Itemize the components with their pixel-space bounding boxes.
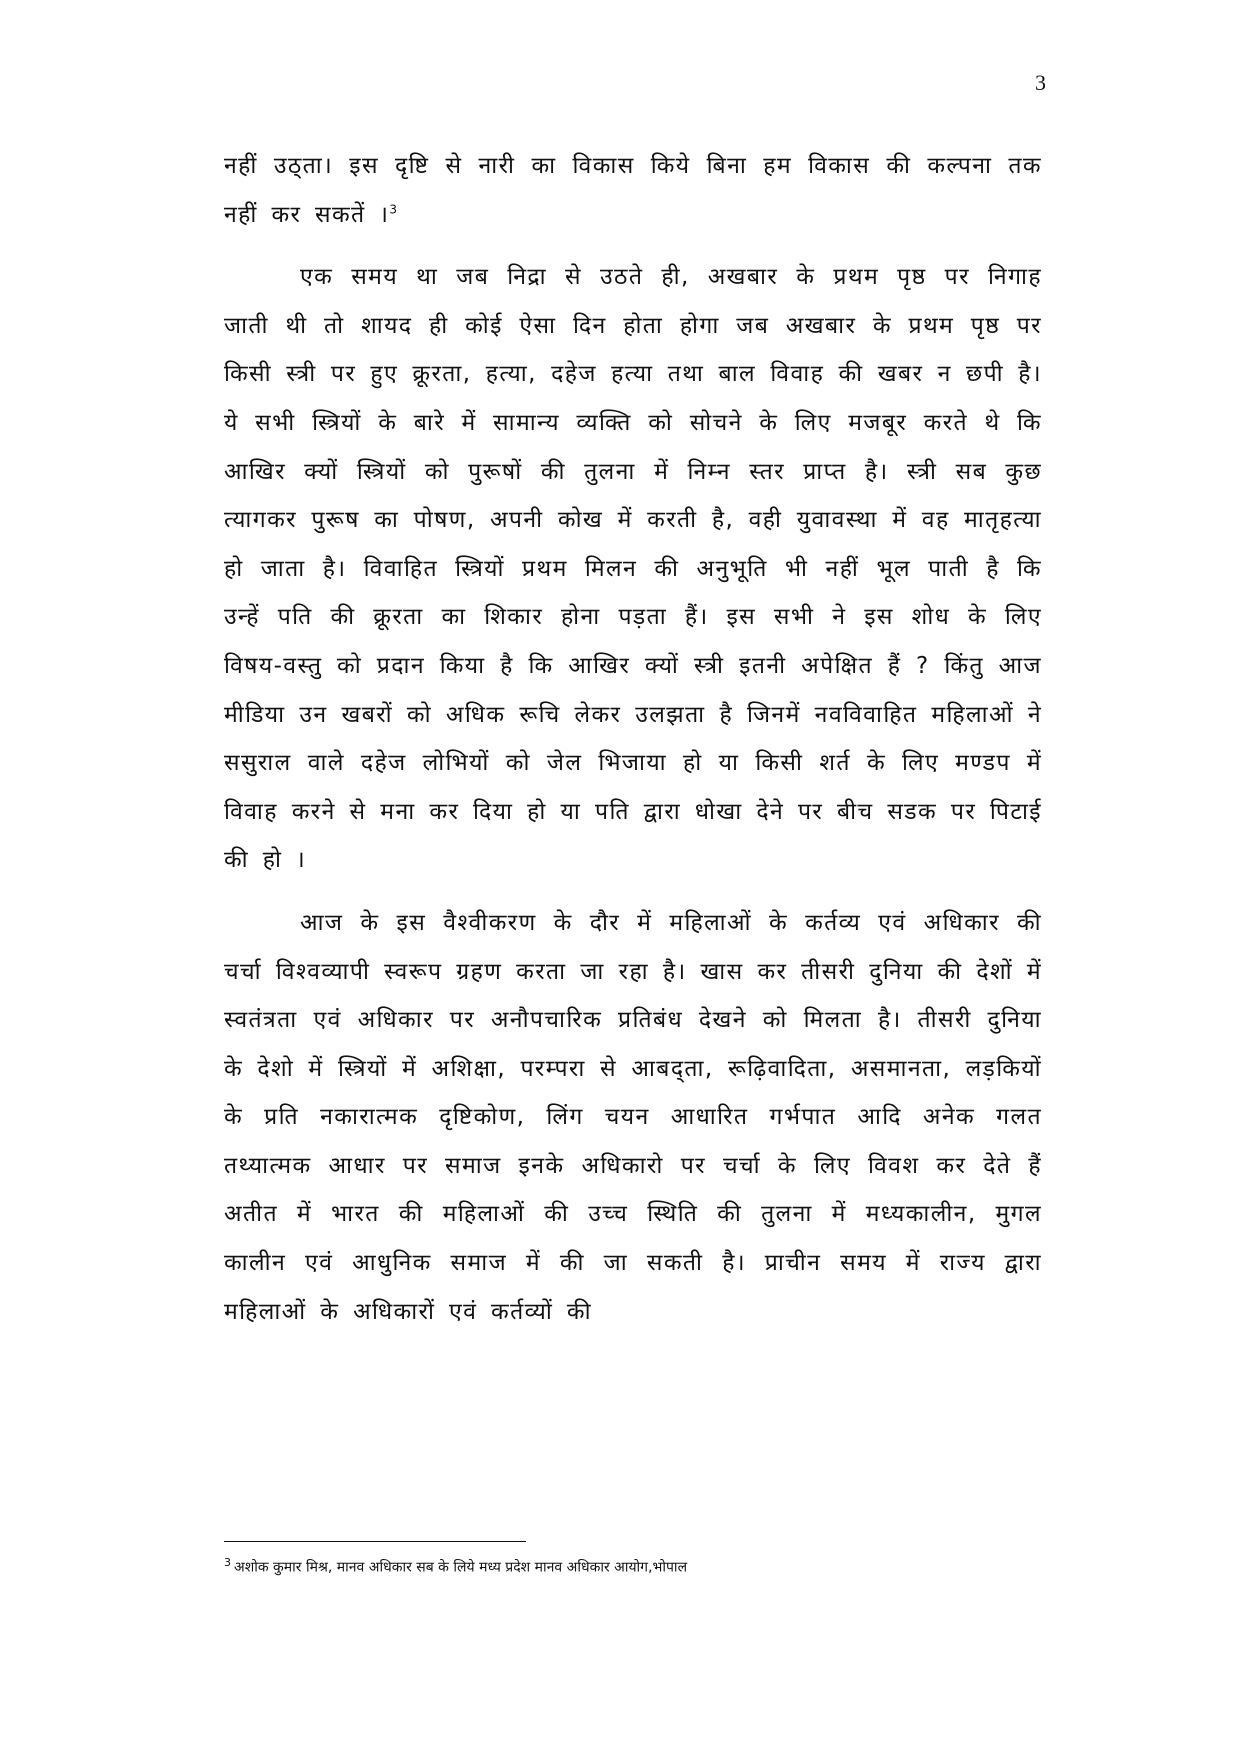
paragraph-1-text: नहीं उठ्ता। इस दृष्टि से नारी का विकास किये बिना हम विकास की कल्पना तक नहीं कर सकतें । [224,153,1042,228]
paragraph-3: आज के इस वैश्वीकरण के दौर में महिलाओं के कर्तव्य एवं अधिकार की चर्चा विश्वव्यापी स्वरूप ग्रहण करता जा रहा है। खास कर तीसरी दुनिया की देशों में स्वतंत्रता एवं अधिकार पर अनौपचारिक प्रतिबंध देखने को मिलता है। तीसरी दुनिया के देशो में स्त्रियों में अशिक्षा, परम्परा से आबद्ता, रूढ़िवादिता, असमानता, लड़कियों के प्रति नकारात्मक दृष्टिकोण, लिंग चयन आधारित गर्भपात आदि अनेक गलत तथ्यात्मक आधार पर समाज इनके अधिकारो पर चर्चा के लिए विवश कर देते हैं अतीत में भारत की महिलाओं की उच्च स्थिति की तुलना में मध्यकालीन, मुगल कालीन एवं आधुनिक समाज में की जा सकती है। प्राचीन समय में राज्य द्वारा महिलाओं के अधिकारों एवं कर्तव्यों की [224,909,1042,1325]
paragraph-2: एक समय था जब निद्रा से उठते ही, अखबार के प्रथम पृष्ठ पर निगाह जाती थी तो शायद ही कोई ऐसा दिन होता होगा जब अखबार के प्रथम पृष्ठ पर किसी स्त्री पर हुए क्रूरता, हत्या, दहेज हत्या तथा बाल विवाह की खबर न छपी है। ये सभी स्त्रियों के बारे में सामान्य व्यक्ति को सोचने के लिए मजबूर करते थे कि आखिर क्यों स्त्रियों को पुरूषों की तुलना में निम्न स्तर प्राप्त है। स्त्री सब कुछ त्यागकर पुरूष का पोषण, अपनी कोख में करती है, वही युवावस्था में वह मातृहत्या हो जाता है। विवाहित स्त्रियों प्रथम मिलन की अनुभूति भी नहीं भूल पाती है कि उन्हें पति की क्रूरता का शिकार होना पड़ता हैं। इस सभी ने इस शोध के लिए विषय-वस्तु को प्रदान किया है कि आखिर क्यों स्त्री इतनी अपेक्षित हैं ? किंतु आज मीडिया उन खबरों को अधिक रूचि लेकर उलझता है जिनमें नवविवाहित महिलाओं ने ससुराल वाले दहेज लोभियों को जेल भिजाया हो या किसी शर्त के लिए मण्डप में विवाह करने से मना कर दिया हो या पति द्वारा धोखा देने पर बीच सडक पर पिटाई की हो । [224,264,1042,874]
footnote-number: 3 [224,1556,231,1569]
footnote [224,1553,1042,1578]
paragraph-1 [224,142,1042,239]
footnote-divider [224,1541,526,1542]
page-number: 3 [1035,70,1046,95]
footnote-reference: 3 [389,201,399,216]
footnote-text: अशोक कुमार मिश्र, मानव अधिकार सब के लिये मध्य प्रदेश मानव अधिकार आयोग,भोपाल [234,1559,688,1576]
body-text [224,142,1042,1350]
